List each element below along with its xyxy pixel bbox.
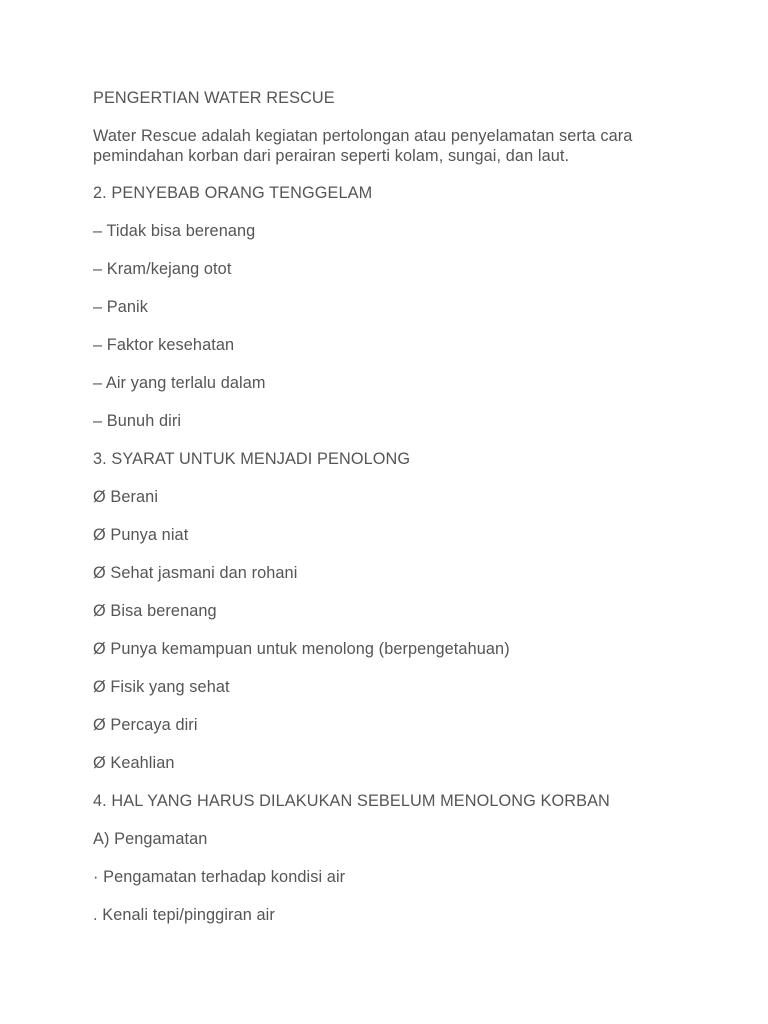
list-item: – Tidak bisa berenang <box>93 222 256 240</box>
intro-line: Water Rescue adalah kegiatan pertolongan atau penyelamatan serta cara <box>93 127 633 145</box>
section-heading-syarat: 3. SYARAT UNTUK MENJADI PENOLONG <box>93 450 411 468</box>
list-item: – Panik <box>93 298 149 316</box>
list-item: Ø Punya kemampuan untuk menolong (berpengetahuan) <box>93 640 510 658</box>
list-item: Ø Sehat jasmani dan rohani <box>93 564 298 582</box>
intro-line: pemindahan korban dari perairan seperti kolam, sungai, dan laut. <box>93 147 570 165</box>
list-item: Ø Keahlian <box>93 754 175 772</box>
section-heading-penyebab: 2. PENYEBAB ORANG TENGGELAM <box>93 184 373 202</box>
list-item: – Bunuh diri <box>93 412 182 430</box>
list-item: · Pengamatan terhadap kondisi air <box>93 868 346 886</box>
intro-paragraph <box>93 126 693 166</box>
section-heading-hal: 4. HAL YANG HARUS DILAKUKAN SEBELUM MENOLONG KORBAN <box>93 792 610 810</box>
list-item: Ø Fisik yang sehat <box>93 678 230 696</box>
list-item: Ø Berani <box>93 488 159 506</box>
list-item: – Faktor kesehatan <box>93 336 235 354</box>
list-item: Ø Punya niat <box>93 526 189 544</box>
list-item: . Kenali tepi/pinggiran air <box>93 906 275 924</box>
list-item: Ø Percaya diri <box>93 716 198 734</box>
subsection-heading-pengamatan: A) Pengamatan <box>93 830 208 848</box>
list-item: – Air yang terlalu dalam <box>93 374 266 392</box>
list-item: – Kram/kejang otot <box>93 260 232 278</box>
list-item: Ø Bisa berenang <box>93 602 217 620</box>
document-title: PENGERTIAN WATER RESCUE <box>93 89 335 107</box>
